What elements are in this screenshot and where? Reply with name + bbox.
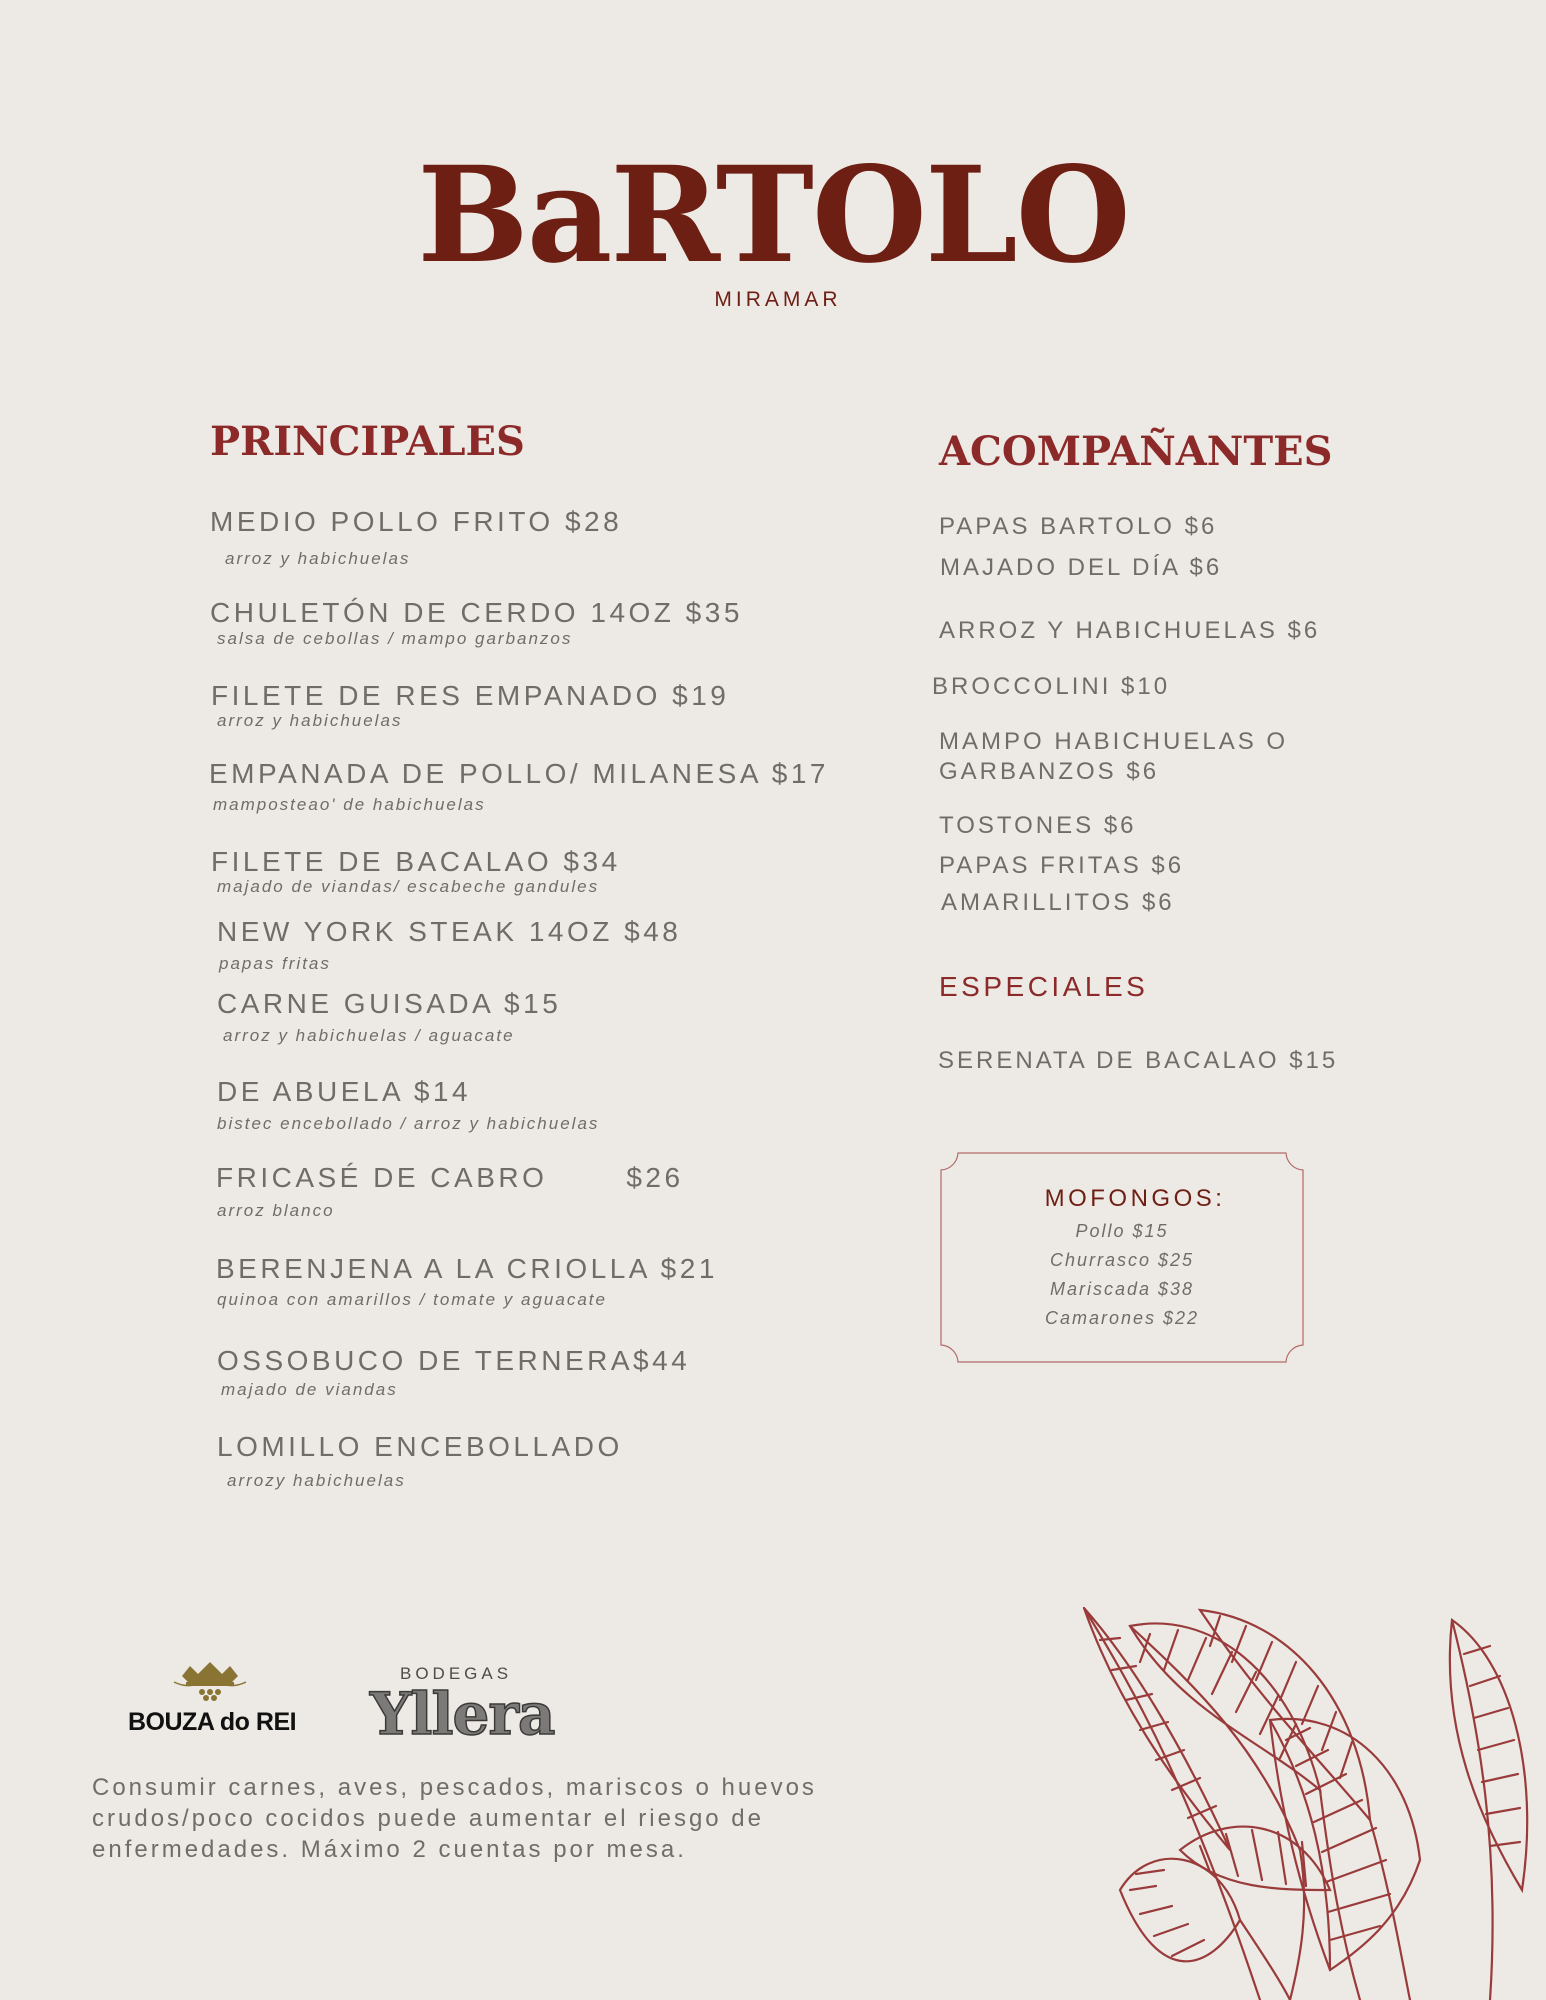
yllera-logo: Yllera [370,1680,555,1748]
disclaimer-line: enfermedades. Máximo 2 cuentas por mesa. [92,1836,687,1863]
menu-item-desc: bistec encebollado / arroz y habichuelas [217,1114,600,1133]
menu-item-name: NEW YORK STEAK 14OZ $48 [217,916,682,947]
side-item: TOSTONES $6 [939,812,1137,839]
side-item: ARROZ Y HABICHUELAS $6 [939,617,1321,644]
menu-item-desc: arroz y habichuelas [217,711,403,730]
menu-item-name: MEDIO POLLO FRITO $28 [210,506,623,537]
menu-item-name: LOMILLO ENCEBOLLADO [217,1431,623,1462]
side-item: PAPAS FRITAS $6 [939,852,1185,879]
menu-item-desc: mamposteao' de habichuelas [213,795,486,814]
side-item: MAJADO DEL DÍA $6 [940,554,1223,581]
menu-item-desc: arrozy habichuelas [227,1471,406,1490]
mofongo-item: Churrasco $25 [1049,1250,1195,1270]
menu-item-desc: majado de viandas/ escabeche gandules [217,877,600,896]
especiales-title: ESPECIALES [939,971,1149,1002]
menu-item-name: FILETE DE BACALAO $34 [211,846,621,877]
menu-item-name: OSSOBUCO DE TERNERA$44 [217,1345,691,1376]
disclaimer-line: crudos/poco cocidos puede aumentar el riesgo de [92,1805,764,1832]
side-item: AMARILLITOS $6 [941,889,1175,916]
menu-item-desc: papas fritas [219,954,331,973]
menu-item-name: BERENJENA A LA CRIOLLA $21 [216,1253,718,1284]
menu-item-desc: arroz blanco [217,1201,335,1220]
principales-title: PRINCIPALES [210,418,525,465]
leaf-illustration-icon [1060,1590,1546,2000]
side-item: PAPAS BARTOLO $6 [939,513,1218,540]
bouza-crest-icon [172,1660,248,1704]
menu-item-desc: quinoa con amarillos / tomate y aguacate [217,1290,607,1309]
mofongos-title: MOFONGOS: [1044,1185,1226,1212]
menu-item-name: CARNE GUISADA $15 [217,988,562,1019]
side-item: GARBANZOS $6 [939,758,1160,785]
bodegas-label: BODEGAS [400,1664,513,1683]
mofongo-item: Mariscada $38 [1049,1279,1195,1299]
menu-item-name: DE ABUELA $14 [217,1076,472,1107]
menu-item-name: EMPANADA DE POLLO/ MILANESA $17 [209,758,829,789]
bouza-do-rei-logo: BOUZA do REI [128,1708,297,1736]
menu-item-desc: majado de viandas [221,1380,398,1399]
menu-item-name: FILETE DE RES EMPANADO $19 [211,680,730,711]
side-item: MAMPO HABICHUELAS O [939,728,1289,755]
mofongo-item: Camarones $22 [1044,1308,1200,1328]
disclaimer [92,1772,892,1865]
restaurant-subtitle: MIRAMAR [714,288,842,311]
menu-item-desc: arroz y habichuelas / aguacate [223,1026,515,1045]
disclaimer-line: Consumir carnes, aves, pescados, mariscos o huevos [92,1774,817,1801]
side-item: BROCCOLINI $10 [932,673,1171,700]
menu-item-name: FRICASÉ DE CABRO $26 [216,1162,684,1193]
special-item: SERENATA DE BACALAO $15 [938,1047,1339,1074]
mofongo-item: Pollo $15 [1075,1221,1169,1241]
menu-item-name: CHULETÓN DE CERDO 14OZ $35 [210,597,743,628]
acompanantes-title: ACOMPAÑANTES [939,428,1333,475]
menu-item-desc: arroz y habichuelas [225,549,411,568]
menu-item-desc: salsa de cebollas / mampo garbanzos [217,629,573,648]
restaurant-logo: BaRTOLO [417,138,1129,293]
